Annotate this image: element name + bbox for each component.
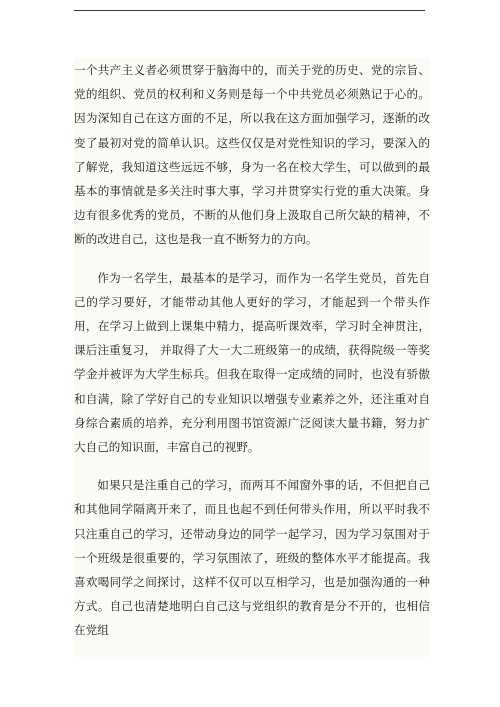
header-rule — [74, 10, 425, 11]
paragraph-1: 一个共产主义者必须贯穿于脑海中的，而关于党的历史、党的宗旨、党的组织、党员的权利和义务则是每一个中共党员必须熟记于心的。因为深知自己在这方面的不足，所以我在这方面加强学习，逐渐的改变了最初对党的简单认识。这些仅仅是对党性知识的学习，要深入的了解党，我知道这些远远不够，身为一名在校大学生，可以做到的最基本的事情就是多关注时事大事，学习并贯穿实行党的重大决策。身边有很多优秀的党员，不断的从他们身上汲取自己所欠缺的精神，不断的改进自己，这也是我一直不断努力的方向。 — [74, 63, 430, 247]
paragraph-2: 作为一名学生，最基本的是学习，而作为一名学生党员，首先自己的学习要好，才能带动其他人更好的学习，才能起到一个带头作用，在学习上做到上课集中精力，提高听课效率，学习时全神贯注，课后注重复习， 并取得了大一大二班级第一的成绩，获得院级一等奖学金并被评为大学生标兵。但我在取得一定成绩的同时，也没有骄傲和自满，除了学好自己的专业知识以增强专业素养之外，还注重对自身综合素质的培养，充分利用图书馆资源广泛阅读大量书籍，努力扩大自己的知识面，丰富自己的视野。 — [74, 270, 430, 455]
body-text — [74, 58, 430, 657]
paragraph-3: 如果只是注重自己的学习，而两耳不闻窗外事的话，不但把自己和其他同学隔离开来了，而且也起不到任何带头作用，所以平时我不只注重自己的学习，还带动身边的同学一起学习，因为学习氛围对于一个班级是很重要的，学习氛围浓了，班级的整体水平才能提高。我喜欢喝同学之间探讨，这样不仅可以互相学习，也是加强沟通的一种方式。自己也清楚地明白自己这与党组织的教育是分不开的，也相信在党组 — [74, 478, 430, 638]
